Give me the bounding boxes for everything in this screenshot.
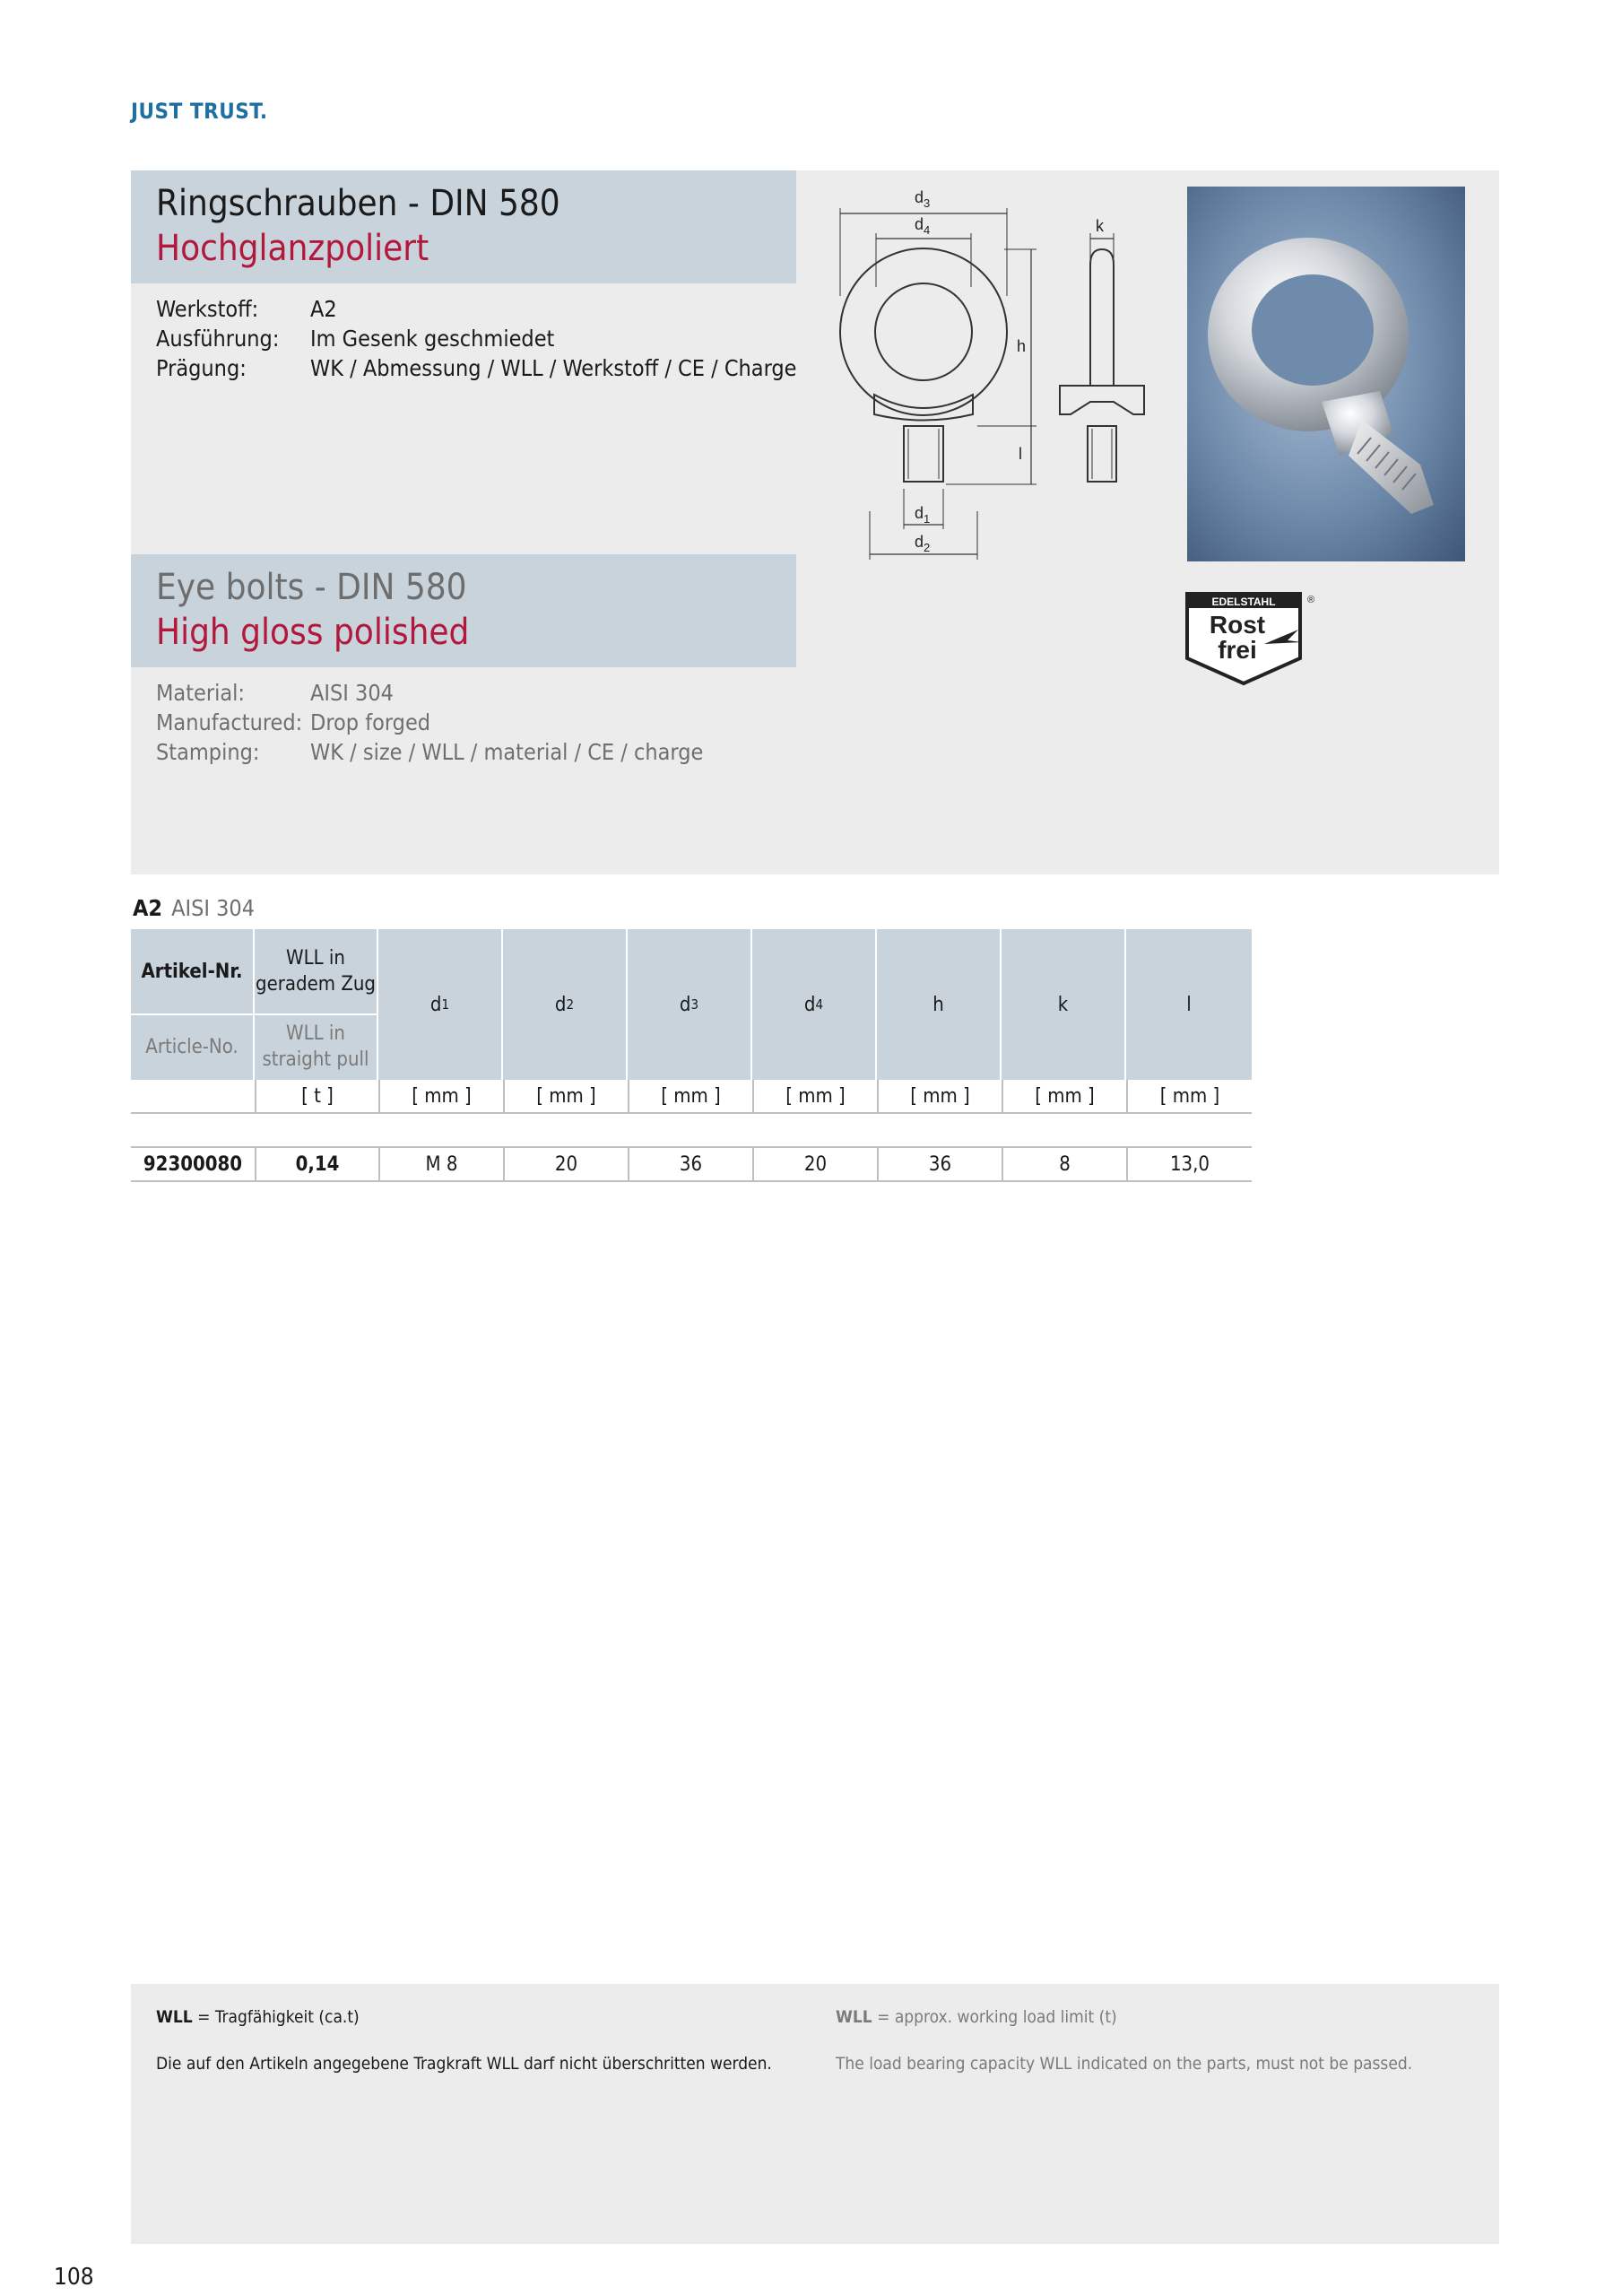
dim-label: l	[1019, 445, 1022, 463]
table-header	[131, 929, 1252, 1080]
spec-key: Stamping:	[156, 739, 260, 765]
footer-en	[836, 2007, 1622, 2267]
header-d2: d 2	[503, 929, 628, 1080]
material-label	[133, 895, 255, 921]
unit-cell: [ mm ]	[752, 1080, 877, 1112]
header-wll	[255, 929, 378, 1080]
spec-row	[156, 708, 703, 737]
units-row	[131, 1080, 1252, 1114]
spec-value: Im Gesenk geschmiedet	[310, 326, 555, 352]
product-subtitle-en: High gloss polished	[156, 612, 470, 653]
footer-wll-en: WLL = approx. working load limit (t)	[836, 2007, 1117, 2027]
rostfrei-logo	[1182, 588, 1316, 689]
product-subtitle-de: Hochglanzpoliert	[156, 228, 429, 269]
spec-value: WK / Abmessung / WLL / Werkstoff / CE / Charge	[310, 355, 797, 381]
eye-bolt-image	[1187, 187, 1465, 561]
header-l: l	[1126, 929, 1252, 1080]
unit-cell: [ mm ]	[1126, 1080, 1252, 1112]
cell-l: 13,0	[1126, 1148, 1252, 1180]
technical-drawing	[825, 179, 1166, 565]
title-band-en	[131, 554, 796, 667]
cell-d3: 36	[628, 1148, 752, 1180]
cell-d2: 20	[503, 1148, 628, 1180]
logo-text: EDELSTAHL	[1211, 596, 1276, 608]
logo-text: ®	[1307, 595, 1315, 605]
footer-note-en: The load bearing capacity WLL indicated on the parts, must not be passed.	[836, 2054, 1413, 2074]
spec-key: Manufactured:	[156, 709, 303, 735]
spec-list-de	[156, 294, 797, 383]
spec-row	[156, 294, 797, 324]
spec-row	[156, 678, 703, 708]
unit-cell: [ mm ]	[503, 1080, 628, 1112]
header-article	[131, 929, 255, 1080]
header-wll-en: WLL in straight pull	[262, 1022, 369, 1071]
header-h: h	[877, 929, 1002, 1080]
dim-label: $d_3$	[915, 188, 931, 210]
unit-cell: [ mm ]	[628, 1080, 752, 1112]
product-photo	[1187, 187, 1465, 561]
header-article-en: Article-No.	[145, 1035, 239, 1058]
brand-tagline: JUST TRUST.	[131, 99, 268, 124]
spec-value: A2	[310, 296, 337, 322]
footer-note-de: Die auf den Artikeln angegebene Tragkraft WLL darf nicht überschritten werden.	[156, 2054, 772, 2074]
logo-text: Rost	[1209, 611, 1266, 639]
header-wll-de: WLL in geradem Zug	[255, 929, 377, 1015]
spec-list-en	[156, 678, 703, 767]
unit-cell: [ mm ]	[1002, 1080, 1126, 1112]
dimension-table	[131, 929, 1252, 1182]
cell-h: 36	[877, 1148, 1002, 1180]
product-title-en: Eye bolts - DIN 580	[156, 567, 467, 608]
cell-article: 92300080	[143, 1152, 243, 1176]
page-number: 108	[54, 2264, 94, 2291]
dim-label: $d_4$	[915, 215, 931, 237]
spec-value: AISI 304	[310, 680, 394, 706]
dim-label: $d_2$	[915, 533, 931, 554]
spec-value: WK / size / WLL / material / CE / charge	[310, 739, 704, 765]
spec-key: Material:	[156, 680, 245, 706]
dim-label: h	[1017, 337, 1027, 355]
header-article-de: Artikel-Nr.	[131, 929, 253, 1015]
table-row	[131, 1146, 1252, 1182]
header-d1: d 1	[378, 929, 503, 1080]
spec-row	[156, 353, 797, 383]
product-title-de: Ringschrauben - DIN 580	[156, 183, 560, 224]
cell-wll: 0,14	[255, 1148, 378, 1180]
dim-label: k	[1096, 217, 1104, 235]
spec-row	[156, 324, 797, 353]
unit-cell: [ mm ]	[378, 1080, 503, 1112]
cell-d4: 20	[752, 1148, 877, 1180]
title-band-de	[131, 170, 796, 283]
cell-d1: M 8	[378, 1148, 503, 1180]
material-de: A2	[133, 895, 163, 921]
material-en: AISI 304	[171, 895, 256, 921]
spec-key: Werkstoff:	[156, 296, 259, 322]
logo-text: frei	[1218, 636, 1257, 664]
cell-k: 8	[1002, 1148, 1126, 1180]
unit-cell: [ t ]	[255, 1080, 378, 1112]
header-k: k	[1002, 929, 1126, 1080]
header-d3: d 3	[628, 929, 752, 1080]
spec-key: Prägung:	[156, 355, 247, 381]
spec-row	[156, 737, 703, 767]
header-d4: d 4	[752, 929, 877, 1080]
unit-cell: [ mm ]	[877, 1080, 1002, 1112]
spec-value: Drop forged	[310, 709, 431, 735]
dim-label: $d_1$	[915, 504, 931, 526]
footer-wll-de: WLL = Tragfähigkeit (ca.t)	[156, 2007, 360, 2027]
spec-key: Ausführung:	[156, 326, 280, 352]
